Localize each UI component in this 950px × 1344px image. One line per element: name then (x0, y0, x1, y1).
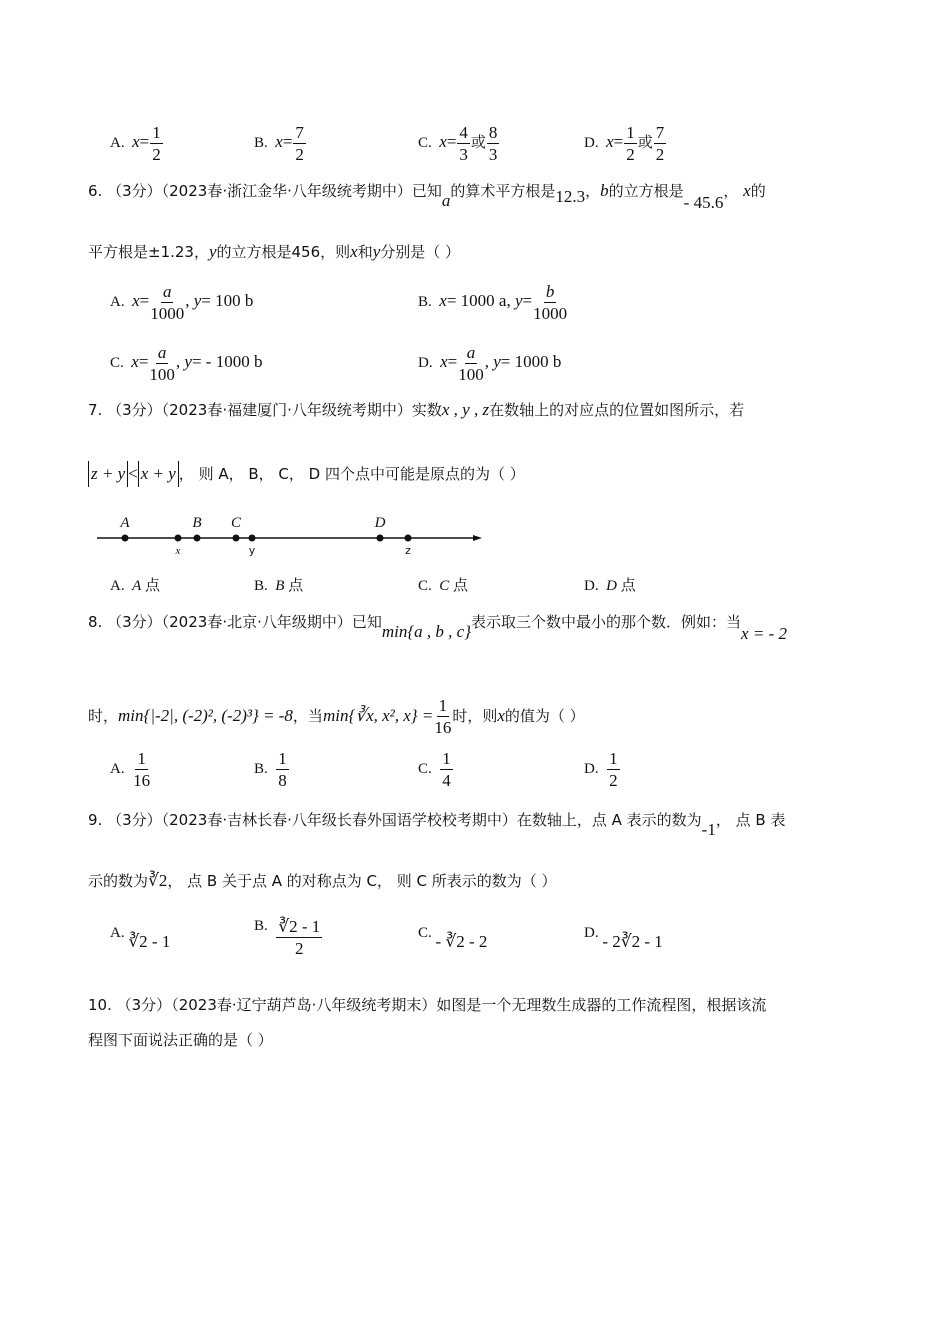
q9-option-d[interactable]: D. - 2∛2 - 1 (584, 925, 663, 951)
q8-option-a[interactable]: A. $\frac{1}{16}$ (110, 749, 151, 790)
q7-stem-line2: z + y < x + y ， 则 A， B， C， D 四个点中可能是原点的为（ ） (88, 461, 525, 487)
or-text: 或 (637, 134, 653, 151)
point-label-y: y (248, 544, 256, 557)
point-label-x: x (175, 545, 181, 557)
or-text: 或 (470, 134, 486, 151)
q8-stem-line1: 8. （3分）（2023春·北京·八年级期中）已知min{a , b , c}表示取三个数中最小的那个数．例如：当x = - 2 (88, 613, 787, 643)
q9-option-b[interactable]: B. $\frac{∛2 - 1}{2}$ (254, 917, 321, 958)
point-a (122, 535, 129, 542)
abs-value: z + y (88, 461, 128, 487)
fraction: $\frac{4}{3}$ (459, 123, 468, 164)
fraction: $\frac{7}{2}$ (295, 123, 304, 164)
fraction: $\frac{7}{2}$ (655, 123, 665, 164)
q6-stem-line1: 6. （3分）（2023春·浙江金华·八年级统考期中）已知a的算术平方根是12.3，b的立方根是- 45.6， x的 (88, 181, 766, 212)
var-x: x (132, 131, 140, 151)
fraction: $\frac{1}{2}$ (626, 123, 635, 164)
q5-option-b[interactable]: B. x= $\frac{7}{2}$ (254, 123, 304, 164)
fraction: $\frac{8}{3}$ (488, 123, 498, 164)
q8-stem-line2: 时，min{|-2|, (-2)², (-2)³} = -8，当min{∛x, x², x} = $\frac{1}{16}$ 时，则x的值为（ ） (88, 696, 585, 737)
q10-stem-line1: 10. （3分）（2023春·辽宁葫芦岛·八年级统考期末）如图是一个无理数生成器的工作流程图，根据该流 (88, 996, 767, 1014)
q8-option-c[interactable]: C. $\frac{1}{4}$ (418, 749, 451, 790)
option-label: D. (584, 134, 599, 151)
q6-option-a[interactable]: A. x= $\frac{a}{1000}$ , y= 100 b (110, 282, 254, 323)
point-x (175, 535, 182, 542)
point-label-b: B (192, 515, 202, 531)
point-y (249, 535, 256, 542)
point-label-c: C (230, 515, 242, 531)
q5-option-c[interactable]: C. x= $\frac{4}{3}$ 或 $\frac{8}{3}$ (418, 123, 498, 164)
q6-option-c[interactable]: C. x= $\frac{a}{100}$ , y= - 1000 b (110, 343, 263, 384)
q9-stem-line1: 9. （3分）（2023春·吉林长春·八年级长春外国语学校校考期中）在数轴上，点 A 表示的数为-1， 点 B 表 (88, 811, 786, 839)
abs-value: x + y (138, 461, 179, 487)
option-label: C. (418, 134, 432, 151)
q7-option-c[interactable]: C. C 点 (418, 578, 469, 594)
q7-option-a[interactable]: A. A 点 (110, 578, 161, 594)
option-label: B. (254, 134, 268, 151)
q6-option-d[interactable]: D. x= $\frac{a}{100}$ , y= 1000 b (418, 343, 562, 384)
point-label-z: z (405, 544, 411, 557)
point-label-a: A (120, 515, 130, 531)
arrow-icon (473, 535, 482, 541)
point-z (405, 535, 412, 542)
point-label-d: D (374, 515, 386, 531)
q9-stem-line2: 示的数为∛2， 点 B 关于点 A 的对称点为 C， 则 C 所表示的数为（ ） (88, 871, 557, 890)
q5-option-d[interactable]: D. x= $\frac{1}{2}$ 或 $\frac{7}{2}$ (584, 123, 665, 164)
q6-stem-line2: 平方根是±1.23，y的立方根是456，则x和y分别是（ ） (88, 242, 461, 261)
point-d (377, 535, 384, 542)
var-x: x (439, 131, 447, 151)
q7-stem-line1: 7. （3分）（2023春·福建厦门·八年级统考期中）实数x , y , z在数轴上的对应点的位置如图所示，若 (88, 400, 745, 419)
q8-option-d[interactable]: D. $\frac{1}{2}$ (584, 749, 618, 790)
var-x: x (275, 131, 283, 151)
q7-option-b[interactable]: B. B 点 (254, 578, 304, 594)
q5-option-a[interactable]: A. x= $\frac{1}{2}$ (110, 123, 161, 164)
q8-option-b[interactable]: B. $\frac{1}{8}$ (254, 749, 287, 790)
var-x: x (606, 131, 614, 151)
point-c (233, 535, 240, 542)
option-label: A. (110, 134, 125, 151)
q9-option-c[interactable]: C. - ∛2 - 2 (418, 925, 488, 951)
q9-option-a[interactable]: A. ∛2 - 1 (110, 925, 171, 951)
q6-option-b[interactable]: B. x= 1000 a, y= $\frac{b}{1000}$ (418, 282, 568, 323)
fraction: $\frac{1}{2}$ (152, 123, 161, 164)
q7-option-d[interactable]: D. D 点 (584, 578, 636, 594)
number-line-figure (0, 505, 500, 565)
point-b (194, 535, 201, 542)
q10-stem-line2: 程图下面说法正确的是（ ） (88, 1031, 273, 1049)
